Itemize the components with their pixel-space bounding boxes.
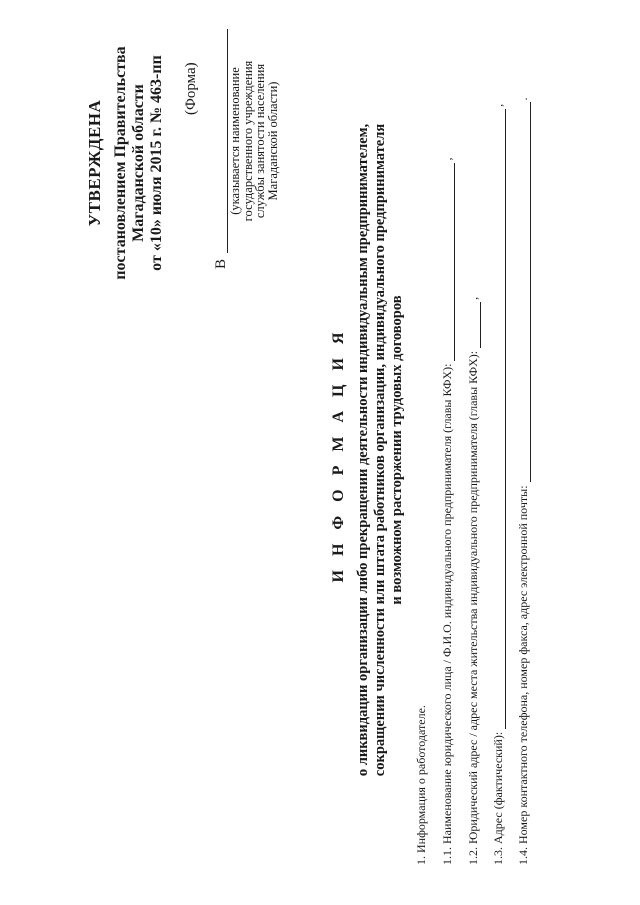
document-subtitle — [355, 55, 406, 845]
addressee-note-line-1: (указывается наименование — [228, 67, 242, 215]
subtitle-line-2: сокращении численности или штата работников организации, индивидуального предпринимателя — [372, 123, 388, 777]
approval-heading: УТВЕРЖДЕНА — [85, 99, 104, 227]
field-employer-name-label: 1.1. Наименование юридического лица / Ф.И.О. индивидуального предпринимателя (главы КФХ): — [440, 363, 454, 865]
addressee-prefix: В — [213, 258, 229, 269]
field-actual-address-label: 1.3. Адрес (фактический): — [491, 731, 505, 865]
field-contacts-label: 1.4. Номер контактного телефона, номер факса, адрес электронной почты: — [516, 485, 530, 865]
document-title: И Н Ф О Р М А Ц И Я — [330, 327, 347, 583]
field-legal-address — [466, 297, 481, 865]
field-legal-address-label: 1.2. Юридический адрес / адрес места жительства индивидуального предпринимателя (главы КФХ): — [466, 350, 480, 865]
section-1-heading — [414, 705, 429, 865]
subtitle-line-1: о ликвидации организации либо прекращении деятельности индивидуальным предпринимателем, — [355, 123, 371, 777]
form-label: (Форма) — [183, 62, 199, 115]
field-legal-address-comma: , — [466, 296, 480, 300]
field-employer-name-comma: , — [440, 157, 454, 161]
addressee-note-line-4: Магаданской области) — [265, 81, 280, 201]
field-contacts — [516, 97, 531, 865]
subtitle-line-3: и возможном расторжении трудовых договоров — [389, 295, 405, 605]
field-legal-address-line[interactable] — [469, 302, 481, 348]
approval-line-1: постановлением Правительства — [112, 46, 129, 280]
section-1-text: 1. Информация о работодателе. — [414, 705, 428, 865]
field-actual-address-comma: , — [491, 103, 505, 107]
field-contacts-period: . — [516, 97, 530, 101]
approval-stamp — [86, 43, 166, 283]
field-actual-address — [491, 104, 506, 865]
addressee-note — [229, 29, 279, 253]
addressee-note-line-3: службы занятости населения — [253, 63, 267, 219]
approval-line-3: от «10» июля 2015 г. № 463-пп — [148, 55, 165, 271]
approval-line-2: Магаданской области — [130, 84, 147, 242]
field-employer-name-line[interactable] — [443, 163, 455, 361]
addressee-note-line-2: государственного учреждения — [240, 60, 255, 222]
field-employer-name — [440, 158, 455, 865]
field-contacts-line[interactable] — [519, 102, 531, 482]
field-actual-address-line[interactable] — [494, 109, 506, 729]
